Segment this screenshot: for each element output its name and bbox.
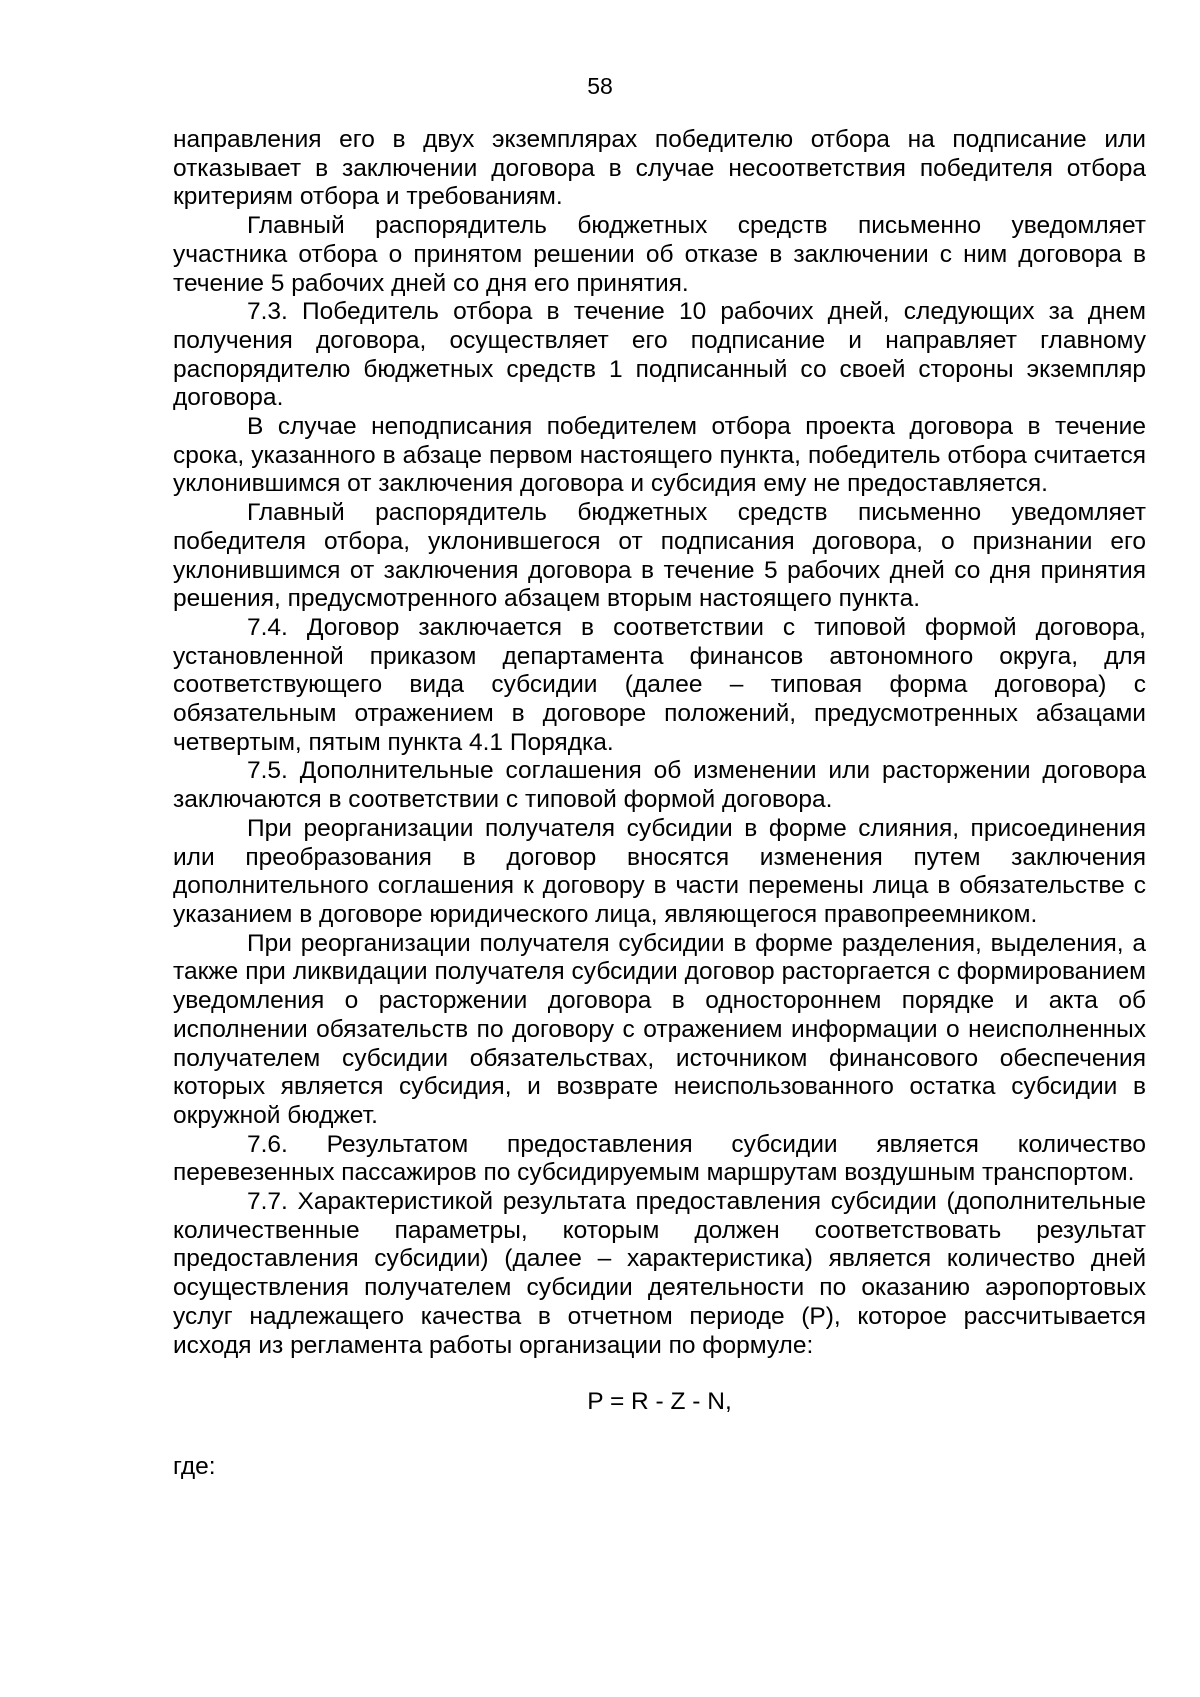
- where-label: где:: [173, 1452, 216, 1480]
- paragraph-7-4: 7.4. Договор заключается в соответствии с типовой формой договора, установленной приказом департамента финансов автономного округа, для соответствующего вида субсидии (далее – типовая форма договора) с обязательным отражением в договоре положений, предусмотренных абзацами четвертым, пятым пункта 4.1 Порядка.: [173, 613, 1146, 756]
- formula: P = R - Z - N,: [587, 1388, 732, 1416]
- paragraph-7-7: 7.7. Характеристикой результата предоставления субсидии (дополнительные количественные параметры, которым должен соответствовать результат предоставления субсидии) (далее – характеристика) является количество дней осуществления получателем субсидии деятельности по оказанию аэропортовых услуг надлежащего качества в отчетном периоде (P), которое рассчитывается исходя из регламента работы организации по формуле:: [173, 1188, 1146, 1359]
- paragraph: Главный распорядитель бюджетных средств письменно уведомляет победителя отбора, уклонившегося от подписания договора, о признании его уклонившимся от заключения договора в течение 5 рабочих дней со дня принятия решения, предусмотренного абзацем вторым настоящего пункта.: [173, 499, 1146, 613]
- page-number: 58: [587, 73, 613, 99]
- paragraph: Главный распорядитель бюджетных средств письменно уведомляет участника отбора о принятом решении об отказе в заключении с ним договора в течение 5 рабочих дней со дня его принятия.: [173, 212, 1146, 297]
- document-body: [173, 126, 1146, 1482]
- paragraph: В случае неподписания победителем отбора проекта договора в течение срока, указанного в абзаце первом настоящего пункта, победитель отбора считается уклонившимся от заключения договора и субсидия ему не предоставляется.: [173, 413, 1146, 498]
- paragraph-7-6: 7.6. Результатом предоставления субсидии является количество перевезенных пассажиров по субсидируемым маршрутам воздушным транспортом.: [173, 1130, 1146, 1187]
- paragraph-7-3: 7.3. Победитель отбора в течение 10 рабочих дней, следующих за днем получения договора, осуществляет его подписание и направляет главному распорядителю бюджетных средств 1 подписанный со своей стороны экземпляр договора.: [173, 298, 1146, 412]
- paragraph: При реорганизации получателя субсидии в форме слияния, присоединения или преобразования в договор вносятся изменения путем заключения дополнительного соглашения к договору в части перемены лица в обязательстве с указанием в договоре юридического лица, являющегося правопреемником.: [173, 814, 1146, 928]
- paragraph-continuation: направления его в двух экземплярах победителю отбора на подписание или отказывает в заключении договора в случае несоответствия победителя отбора критериям отбора и требованиям.: [173, 126, 1146, 211]
- paragraph: При реорганизации получателя субсидии в форме разделения, выделения, а также при ликвидации получателя субсидии договор расторгается с формированием уведомления о расторжении договора в одностороннем порядке и акта об исполнении обязательств по договору с отражением информации о неисполненных получателем субсидии обязательствах, источником финансового обеспечения которых является субсидия, и возврате неиспользованного остатка субсидии в окружной бюджет.: [173, 929, 1146, 1129]
- paragraph-7-5: 7.5. Дополнительные соглашения об изменении или расторжении договора заключаются в соответствии с типовой формой договора.: [173, 757, 1146, 814]
